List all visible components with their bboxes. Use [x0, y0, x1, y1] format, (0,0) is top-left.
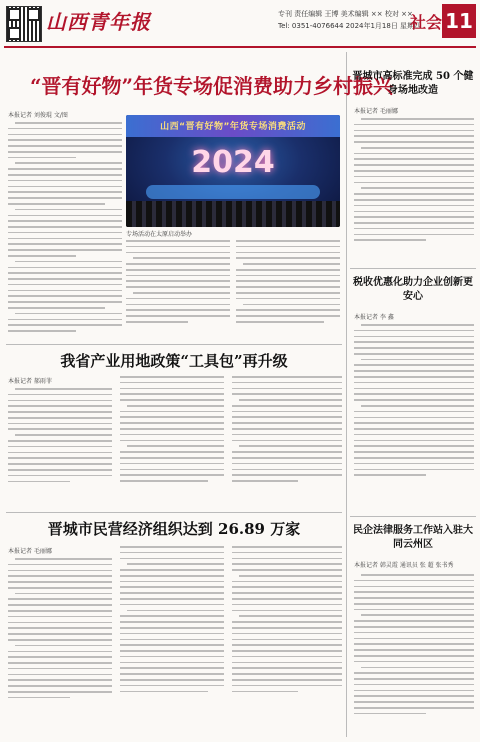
article-3-body-col-1 — [8, 558, 112, 736]
article-5-byline: 本报记者 李 鑫 — [354, 314, 394, 321]
article-2-title: 我省产业用地政策“工具包”再升级 — [60, 352, 288, 370]
article-3-body-col-3 — [232, 546, 342, 736]
masthead — [0, 0, 480, 48]
article-3-title: 晋城市民营经济组织达到 26.89 万家 — [47, 520, 301, 538]
divider-r1 — [350, 268, 476, 269]
divider-2 — [6, 512, 342, 513]
article-5-title: 税收优惠化助力企业创新更安心 — [353, 277, 473, 302]
article-1-byline: 本报记者 刘俊琨 文/图 — [8, 112, 68, 119]
article-2-body-col-3 — [232, 376, 342, 508]
article-1-title: “晋有好物”年货专场促消费助力乡村振兴 — [30, 74, 394, 98]
article-1-body-col-1 — [8, 122, 122, 340]
article-2-body-col-1 — [8, 388, 112, 508]
divider-1 — [6, 344, 342, 345]
article-6-body — [354, 574, 474, 736]
article-1-body-col-2 — [126, 240, 230, 340]
article-3-body-col-2 — [120, 546, 224, 736]
section-title: 社会 — [410, 13, 443, 32]
article-3-byline: 本报记者 毛丽娜 — [8, 548, 52, 555]
photo-banner-text: 山西“晋有好物”年货专场消费活动 — [160, 122, 306, 132]
photo-caption: 专场活动在太原启动举办 — [126, 231, 193, 238]
article-2-body-col-2 — [120, 376, 224, 508]
article-4-byline: 本报记者 毛丽娜 — [354, 108, 398, 115]
page-number: 11 — [442, 4, 476, 38]
header-rule — [4, 46, 476, 48]
article-4-body — [354, 118, 474, 264]
newspaper-logo: 山西青年报 — [46, 10, 151, 34]
article-1-body-col-3 — [236, 240, 340, 340]
article-6-title: 民企法律服务工作站入驻大同云州区 — [353, 525, 473, 550]
editor-line: 专刊 责任编辑 王博 美术编辑 ×× 校对 ×× — [278, 10, 413, 18]
article-2-byline: 本报记者 郝雨菲 — [8, 378, 52, 385]
divider-r2 — [350, 516, 476, 517]
article-4-title: 晋城市高标准完成 50 个健身场地改造 — [352, 71, 474, 96]
article-5-body — [354, 324, 474, 514]
column-divider — [346, 52, 347, 737]
masthead-info — [278, 8, 421, 32]
article-6-byline: 本报记者 韩灵霞 通讯员 张 超 张书秀 — [354, 562, 454, 569]
event-photo — [126, 115, 340, 227]
tel-date-line: Tel: 0351-4076644 2024年1月18日 星期四 — [278, 22, 422, 30]
qr-code-icon — [6, 6, 42, 42]
photo-year-text: 2024 — [191, 145, 275, 180]
